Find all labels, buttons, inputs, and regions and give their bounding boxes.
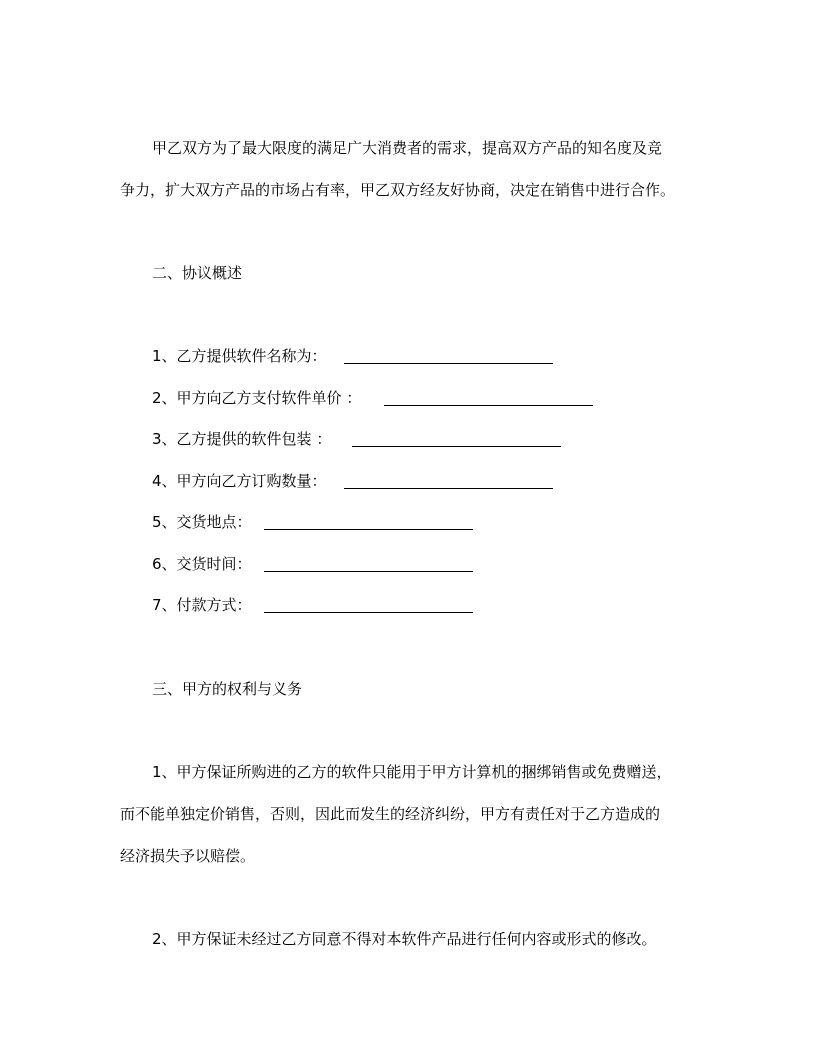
field-4-label: 4、甲方向乙方订购数量： [152, 472, 327, 490]
field-1-label: 1、乙方提供软件名称为： [152, 347, 327, 365]
section-3-item-1-line-2: 而不能单独定价销售，否则，因此而发生的经济纠纷，甲方有责任对于乙方造成的 [120, 805, 661, 823]
field-7-label: 7、付款方式： [152, 596, 252, 614]
section-3-item-1-line-3: 经济损失予以赔偿。 [120, 847, 256, 865]
field-3-label: 3、乙方提供的软件包装 ： [152, 430, 332, 448]
field-2-blank-line[interactable] [384, 405, 593, 406]
field-7-blank-line[interactable] [264, 612, 473, 613]
field-6-label: 6、交货时间： [152, 555, 252, 573]
field-3-blank-line[interactable] [352, 446, 561, 447]
section-3-item-2-line-1: 2、甲方保证未经过乙方同意不得对本软件产品进行任何内容或形式的修改。 [152, 930, 657, 948]
section-2-heading: 二、协议概述 [152, 264, 243, 282]
field-2-label: 2、甲方向乙方支付软件单价 ： [152, 389, 362, 407]
field-5-blank-line[interactable] [264, 529, 473, 530]
field-5-label: 5、交货地点： [152, 513, 252, 531]
field-1-blank-line[interactable] [344, 363, 553, 364]
field-4-blank-line[interactable] [344, 488, 553, 489]
field-6-blank-line[interactable] [264, 571, 473, 572]
intro-line-2: 争力，扩大双方产品的市场占有率，甲乙双方经友好协商，决定在销售中进行合作。 [120, 181, 676, 199]
intro-line-1: 甲乙双方为了最大限度的满足广大消费者的需求，提高双方产品的知名度及竞 [152, 139, 663, 157]
section-3-heading: 三、甲方的权利与义务 [152, 680, 303, 698]
section-3-item-1-line-1: 1、甲方保证所购进的乙方的软件只能用于甲方计算机的捆绑销售或免费赠送， [152, 763, 672, 781]
